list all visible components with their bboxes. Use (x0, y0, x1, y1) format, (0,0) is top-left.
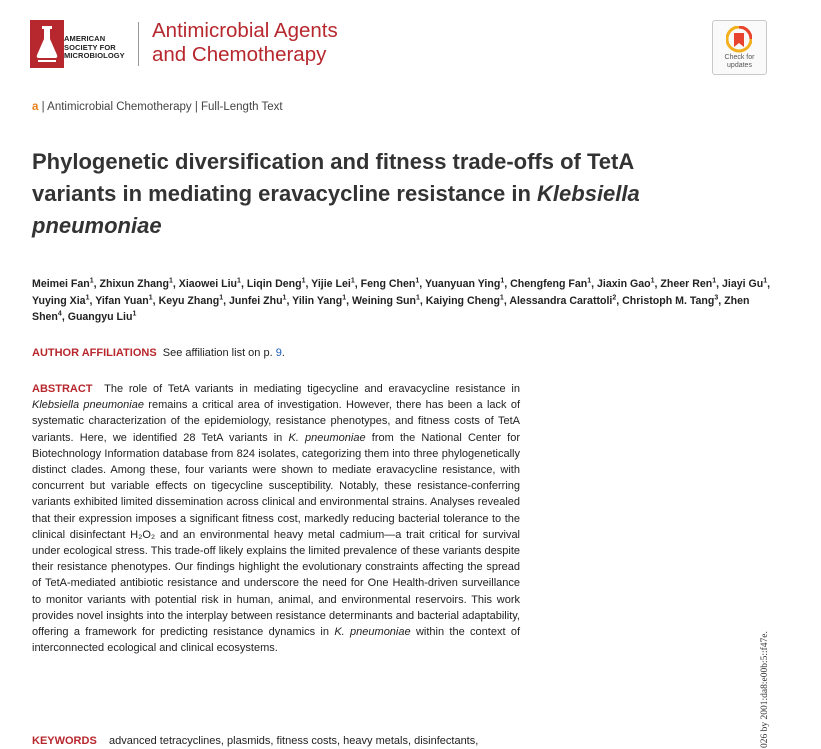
article-section-line (32, 101, 283, 113)
keywords (32, 735, 478, 747)
author-name[interactable]: Junfei Zhu (228, 294, 283, 307)
keywords-text: advanced tetracyclines, plasmids, fitness costs, heavy metals, disinfectants, (109, 735, 479, 747)
author-affiliation-number: 3 (714, 293, 719, 301)
author-list: Meimei Fan$^1$, Zhixun Zhang$^1$, Xiaowei Liu$^1$, Liqin Deng$^1$, Yijie Lei$^1$, Feng Chen$^1$, Yuanyuan Ying$^1$, Chengfeng Fan$^1$, Jiaxin Gao$^1$, Zheer Ren$^1$, Jiayi Gu$^1$, Yuying Xia$^1$, Yifan Yuan$^1$, Keyu Zhang$^1$, Junfei Zhu$^1$, Yilin Yang$^1$, Weining Sun$^1$, Kaiying Cheng$^1$, Alessandra Carattoli$^2$, Christoph M. Tang$^3$, Zhen Shen$^4$, Guangyu Liu$^1$ (32, 277, 771, 323)
author-name[interactable]: Yuying Xia (32, 294, 86, 307)
author-affiliation-number: 1 (350, 277, 355, 285)
society-line-3: MICROBIOLOGY (64, 51, 125, 60)
author-affiliation-number: 1 (237, 277, 241, 285)
author-affiliation-number: 1 (415, 277, 420, 285)
author-affiliation-number: 1 (712, 277, 717, 285)
author-name[interactable]: Keyu Zhang (158, 294, 220, 307)
author-affiliation-number: 4 (57, 310, 62, 318)
society-line-1: AMERICAN (64, 34, 106, 43)
author-affiliation-number: 1 (85, 293, 90, 301)
journal-title-line-2: and Chemotherapy (152, 43, 327, 66)
journal-title[interactable] (152, 19, 338, 67)
article-title-organism: Klebsiella pneumoniae (32, 181, 640, 238)
author-affiliation-number: 2 (612, 293, 617, 301)
author-name[interactable]: Weining Sun (352, 294, 416, 307)
author-affiliation-number: 1 (148, 293, 153, 301)
author-name[interactable]: Yifan Yuan (95, 294, 149, 307)
author-name[interactable]: Jiayi Gu (722, 278, 764, 290)
author-name[interactable]: Xiaowei Liu (178, 278, 238, 290)
author-affiliation-number: 1 (89, 277, 94, 285)
section-separator: | (41, 101, 45, 113)
abstract-label: ABSTRACT (32, 383, 93, 395)
keywords-label: KEYWORDS (32, 735, 97, 747)
article-title-main: Phylogenetic diversification and fitness trade-offs of TetA variants in mediating eravacycline resistance in (32, 149, 634, 206)
society-line-2: SOCIETY FOR (64, 42, 116, 52)
article-title (32, 146, 672, 242)
author-name[interactable]: Kaiying Cheng (425, 294, 500, 307)
section-category: Antimicrobial Chemotherapy | Full-Length Text (47, 101, 283, 113)
author-name[interactable]: Christoph M. Tang (622, 294, 715, 307)
author-name[interactable]: Meimei Fan (32, 278, 90, 290)
author-name[interactable]: Yuanyuan Ying (424, 278, 501, 290)
author-name[interactable]: Jiaxin Gao (597, 278, 651, 290)
author-affiliations: AUTHOR AFFILIATIONS See affiliation list on p. 9. (32, 347, 285, 359)
asm-society-name (64, 35, 125, 61)
bookmark-check-icon (726, 26, 752, 54)
abstract-text: The role of TetA variants in mediating tigecycline and eravacycline resistance in (104, 383, 520, 395)
author-affiliation-number: 1 (650, 277, 655, 285)
author-affiliation-number: 1 (342, 293, 347, 301)
check-for-updates-label: Check for updates (724, 54, 755, 69)
author-affiliation-number: 1 (168, 277, 173, 285)
author-name[interactable]: Yilin Yang (292, 294, 343, 307)
affiliations-label[interactable]: AUTHOR AFFILIATIONS (32, 347, 157, 359)
download-stamp: 026 by 2001:da8:e00b:5::f47e. (760, 631, 770, 748)
abstract (32, 381, 520, 656)
author-name[interactable]: Liqin Deng (246, 278, 302, 290)
abstract-italic-term: K. pneumoniae (288, 431, 366, 444)
abstract-body (32, 383, 520, 654)
open-access-icon: a (32, 101, 39, 113)
abstract-text: remains a critical area of investigation. However, there has been a lack of systematic characterization of the epidemiology, resistance phenotypes, and fitness costs of TetA variants. Here, we identified 28 TetA variants in (32, 399, 520, 444)
author-affiliation-number: 1 (132, 310, 137, 318)
author-name[interactable]: Zhen Shen (32, 294, 750, 323)
author-affiliation-number: 1 (219, 293, 224, 301)
abstract-text: within the context of interconnected ecological and clinical ecosystems. (32, 626, 521, 655)
author-name[interactable]: Feng Chen (360, 278, 416, 290)
author-affiliation-number: 1 (415, 293, 420, 301)
author-affiliation-number: 1 (587, 277, 592, 285)
author-name[interactable]: Zheer Ren (660, 278, 713, 290)
affiliations-text: See affiliation list on p. (162, 347, 273, 359)
affiliations-page-link[interactable]: 9 (275, 347, 282, 359)
abstract-italic-term: Klebsiella pneumoniae (32, 399, 144, 412)
check-for-updates-button[interactable] (712, 20, 767, 75)
author-name[interactable]: Yijie Lei (311, 278, 351, 290)
author-name[interactable]: Zhixun Zhang (99, 278, 169, 290)
author-affiliation-number: 1 (763, 277, 768, 285)
header-divider (138, 22, 139, 66)
journal-title-line-1: Antimicrobial Agents (152, 19, 338, 42)
author-affiliation-number: 1 (301, 277, 306, 285)
author-name[interactable]: Chengfeng Fan (510, 278, 588, 290)
author-name[interactable]: Alessandra Carattoli (509, 294, 613, 307)
author-affiliation-number: 1 (499, 293, 504, 301)
asm-flask-icon (30, 20, 64, 68)
abstract-italic-term: K. pneumoniae (334, 626, 411, 639)
author-affiliation-number: 1 (500, 277, 505, 285)
author-affiliation-number: 1 (282, 293, 287, 301)
abstract-text: from the National Center for Biotechnology Information database from 824 isolates, categorizing them into three phylogenetically distinct clades. Among these, four variants were shown to mediate eravacycline resistance, with concurrent but variable effects on tigecycline susceptibility. Notably, these resistance-conferring variants exhibited limited dissemination across clinical and environmental strains. Analyses revealed that their expression imposes a significant fitness cost, markedly reducing bacterial tolerance to the clinical disinfectant H₂O₂ and an environmental heavy metal cadmium—a trait critical for survival under ecological stress. This trade-off likely explains the limited prevalence of these variants despite their resistance phenotypes. Our findings highlight the evolutionary constraints affecting the spread of TetA-mediated antibiotic resistance and underscore the need for One Health-driven surveillance to monitor variants with potential risk in human, animal, and environmental reservoirs. This work provides novel insights into the interplay between resistance determinants and bacterial adaptability, offering a framework for predicting resistance dynamics in (32, 431, 520, 639)
author-name[interactable]: Guangyu Liu (67, 311, 133, 323)
